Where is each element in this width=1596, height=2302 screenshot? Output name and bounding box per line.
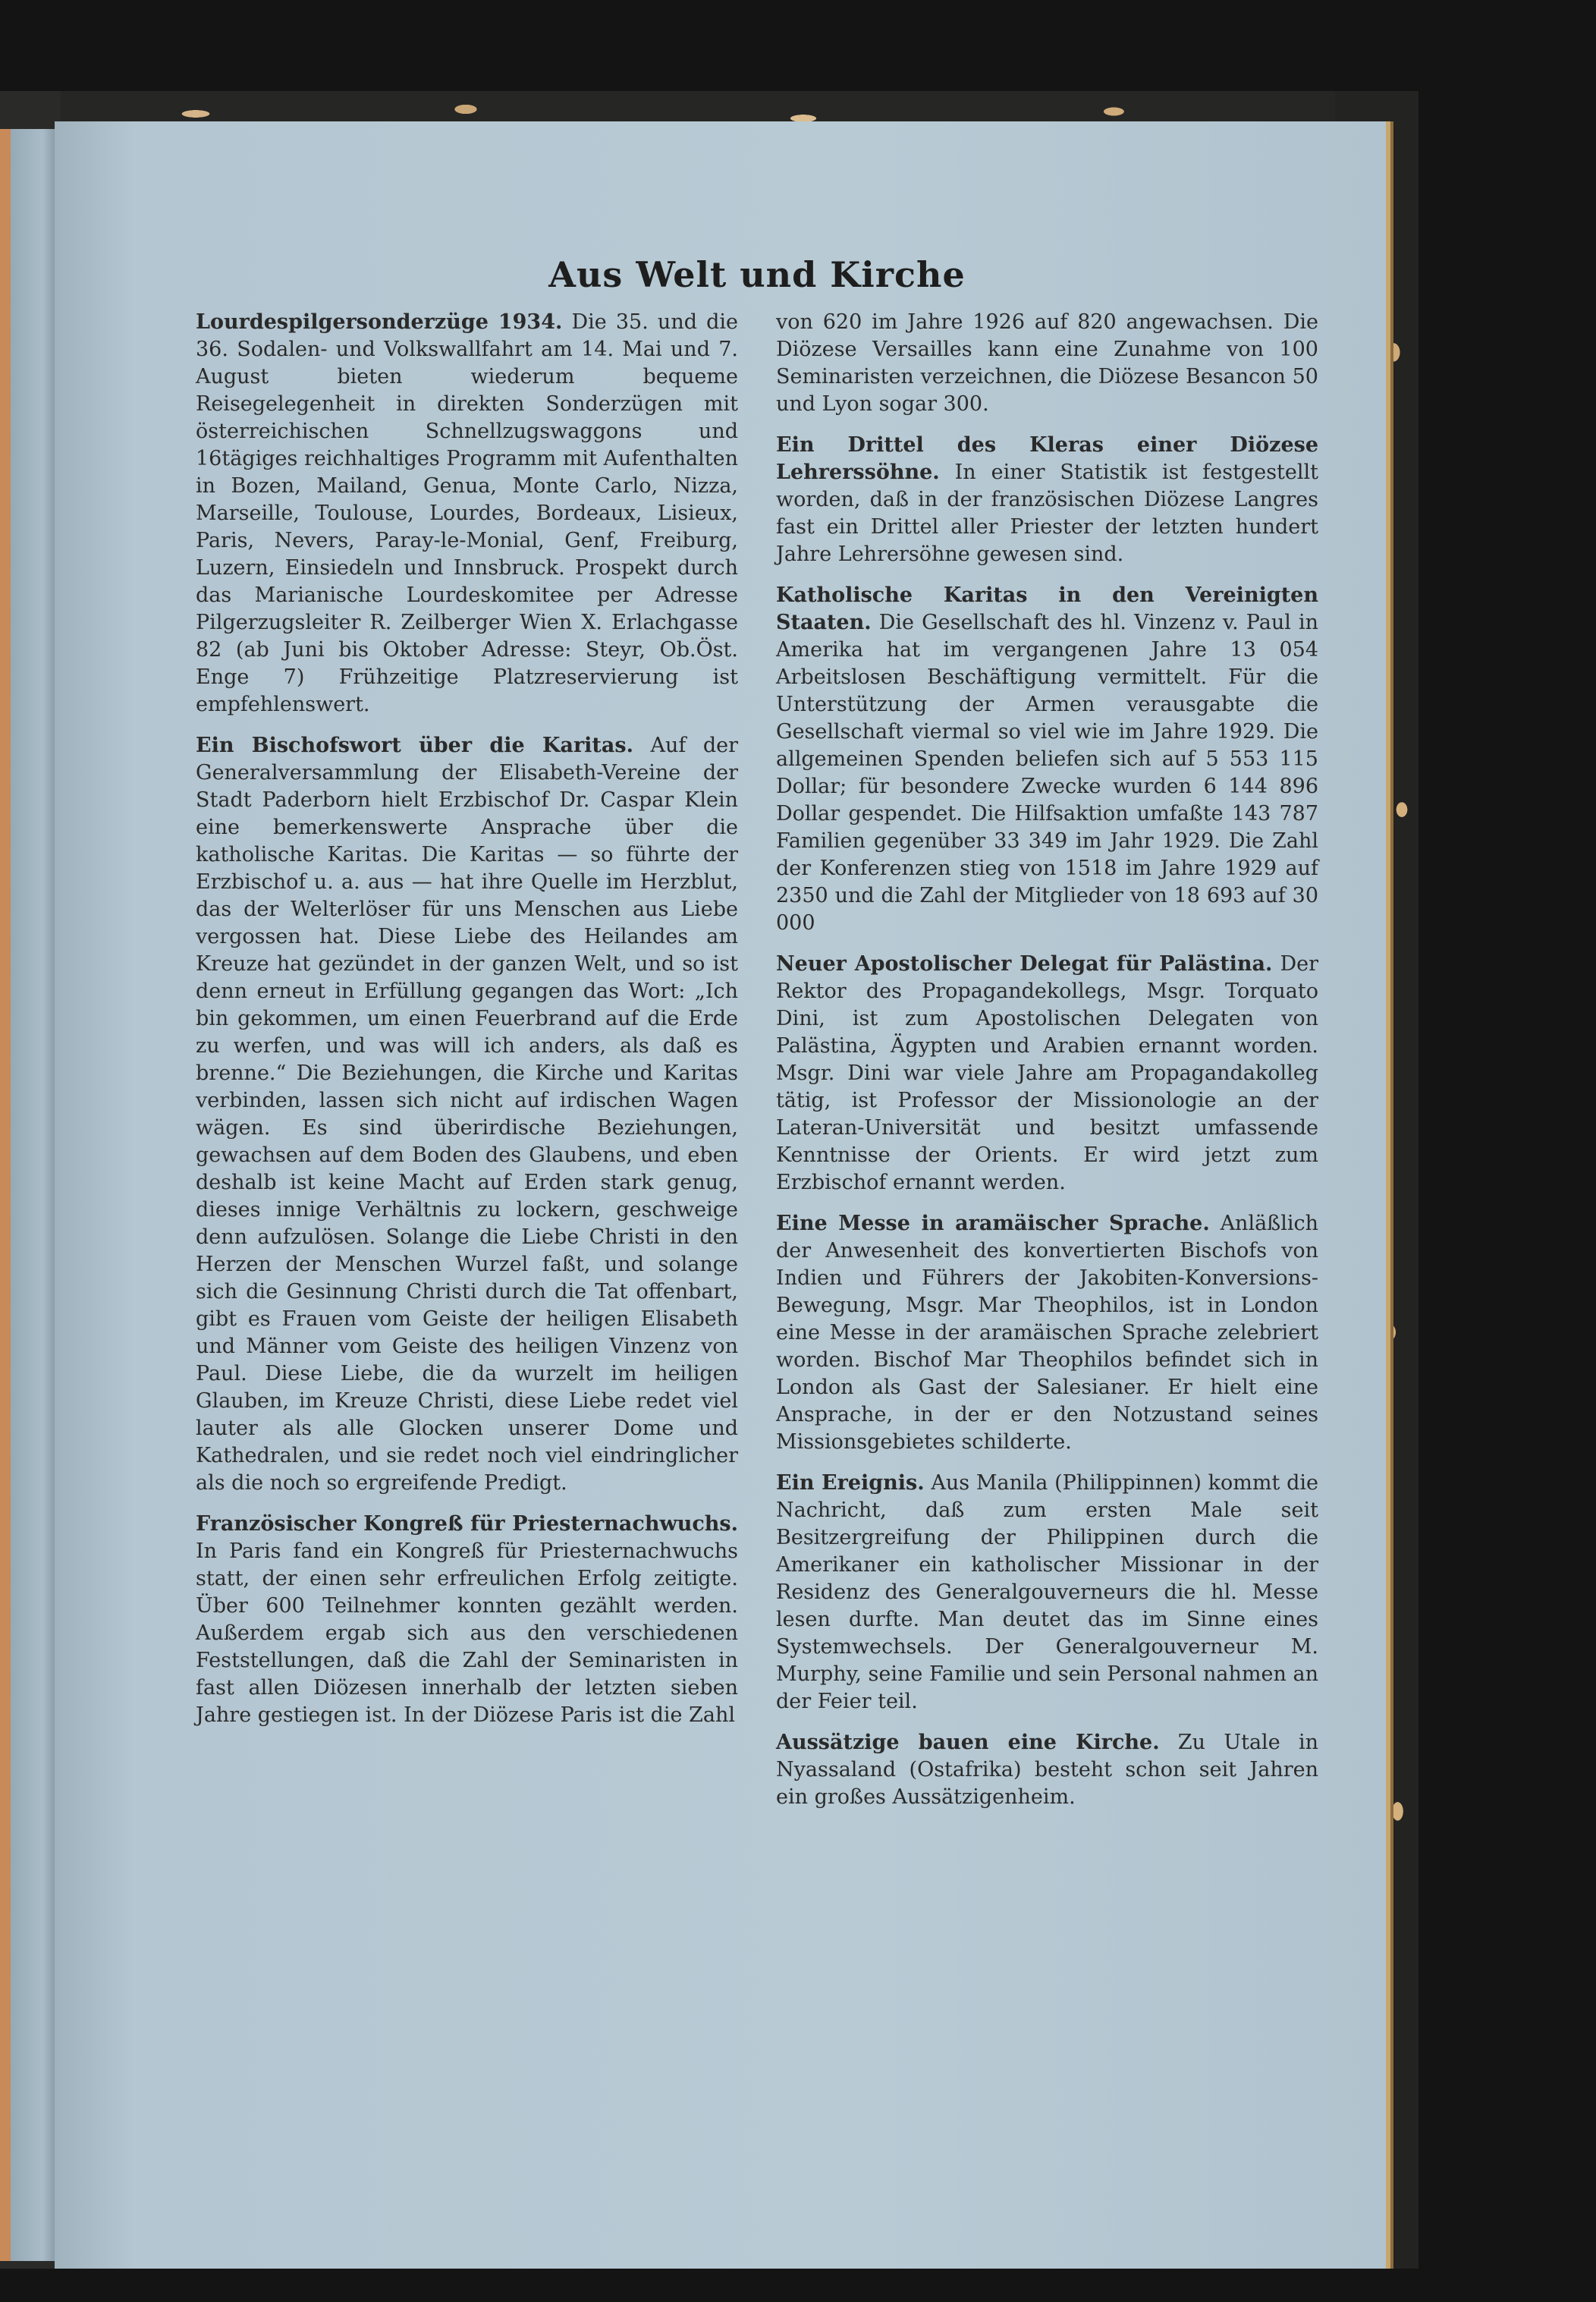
- page-content: [196, 254, 1318, 1825]
- article-paragraph: [776, 309, 1318, 418]
- article-heading: Ein Ereignis.: [776, 1471, 925, 1495]
- article-heading: Ein Drittel des Kleras einer Diözese Lehrerssöhne.: [776, 433, 1318, 484]
- article-paragraph: [196, 309, 738, 719]
- article-text: von 620 im Jahre 1926 auf 820 angewachsen. Die Diözese Versailles kann eine Zunahme von 100 Seminaristen verzeichnen, die Diözese Besancon 50 und Lyon sogar 300.: [776, 310, 1318, 416]
- article-paragraph: [776, 582, 1318, 937]
- article-paragraph: [776, 1210, 1318, 1456]
- article-text: Die 35. und die 36. Sodalen- und Volkswallfahrt am 14. Mai und 7. August bieten wiederum bequeme Reisegelegenheit in direkten Sonderzügen mit österreichischen Schnellzugswaggons und 16tägiges reichhaltiges Programm mit Aufenthalten in Bozen, Mailand, Genua, Monte Carlo, Nizza, Marseille, Toulouse, Lourdes, Bordeaux, Lisieux, Paris, Nevers, Paray-le-Monial, Genf, Freiburg, Luzern, Einsiedeln und Innsbruck. Prospekt durch das Marianische Lourdeskomitee per Adresse Pilgerzugsleiter R. Zeilberger Wien X. Erlachgasse 82 (ab Juni bis Oktober Adresse: Steyr, Ob.Öst. Enge 7) Frühzeitige Platzreservierung ist empfehlenswert.: [196, 310, 738, 716]
- article-paragraph: [776, 951, 1318, 1197]
- left-column: [196, 309, 738, 1825]
- article-text: Auf der Generalversammlung der Elisabeth-Vereine der Stadt Paderborn hielt Erzbischof Dr. Caspar Klein eine bemerkenswerte Ansprache über die katholische Karitas. Die Karitas — so führte der Erzbischof u. a. aus — hat ihre Quelle im Herzblut, das der Welterlöser für uns Menschen aus Liebe vergossen hat. Diese Liebe des Heilandes am Kreuze hat gezündet in der ganzen Welt, und so ist denn erneut in Erfüllung gegangen das Wort: „Ich bin gekommen, um einen Feuerbrand auf die Erde zu werfen, und was will ich anders, als daß es brenne.“ Die Beziehungen, die Kirche und Karitas verbinden, lassen sich nicht auf irdischen Wagen wägen. Es sind überirdische Beziehungen, gewachsen auf dem Boden des Glaubens, und eben deshalb ist keine Macht auf Erden stark genug, dieses innige Verhältnis zu lockern, geschweige denn aufzulösen. Solange die Liebe Christi in den Herzen der Menschen Wurzel faßt, und solange sich die Gesinnung Christi durch die Tat offenbart, gibt es Frauen vom Geiste der heiligen Elisabeth und Männer vom Geiste des heiligen Vinzenz von Paul. Diese Liebe, die da wurzelt im heiligen Glauben, im Kreuze Christi, diese Liebe redet viel lauter als alle Glocken unserer Dome und Kathedralen, und sie redet noch viel eindringlicher als die noch so ergreifende Predigt.: [196, 734, 738, 1495]
- article-text: Der Rektor des Propagandekollegs, Msgr. Torquato Dini, ist zum Apostolischen Delegaten von Palästina, Ägypten und Arabien ernannt worden. Msgr. Dini war viele Jahre am Propagandakolleg tätig, ist Professor der Missionologie an der Lateran-Universität und besitzt umfassende Kenntnisse der Orients. Er wird jetzt zum Erzbischof ernannt werden.: [776, 952, 1318, 1194]
- article-text: Anläßlich der Anwesenheit des konvertierten Bischofs von Indien und Führers der Jakobiten-Konversions-Bewegung, Msgr. Mar Theophilos, ist in London eine Messe in der aramäischen Sprache zelebriert worden. Bischof Mar Theophilos befindet sich in London als Gast der Salesianer. Er hielt eine Ansprache, in der er den Notzustand seines Missionsgebietes schilderte.: [776, 1212, 1319, 1454]
- article-text: Die Gesellschaft des hl. Vinzenz v. Paul in Amerika hat im vergangenen Jahre 13 054 Arbeitslosen Beschäftigung vermittelt. Für die Unterstützung der Armen verausgabte die Gesellschaft viermal so viel wie im Jahre 1929. Die allgemeinen Spenden beliefen sich auf 5 553 115 Dollar; für besondere Zwecke wurden 6 144 896 Dollar gespendet. Die Hilfsaktion umfaßte 143 787 Familien gegenüber 33 349 im Jahr 1929. Die Zahl der Konferenzen stieg von 1518 im Jahre 1929 auf 2350 und die Zahl der Mitglieder von 18 693 auf 30 000: [776, 611, 1318, 935]
- article-paragraph: [196, 732, 738, 1497]
- article-paragraph: [776, 1729, 1318, 1811]
- article-text: Zu Utale in Nyassaland (Ostafrika) besteht schon seit Jahren ein großes Aussätzigenheim.: [776, 1731, 1318, 1809]
- article-heading: Aussätzige bauen eine Kirche.: [776, 1731, 1160, 1754]
- text-columns: [196, 309, 1318, 1825]
- page-heading: Aus Welt und Kirche: [548, 254, 966, 295]
- article-heading: Ein Bischofswort über die Karitas.: [196, 734, 633, 757]
- previous-page-edge: [0, 129, 61, 2261]
- article-heading: Neuer Apostolischer Delegat für Palästina.: [776, 952, 1273, 976]
- article-heading: Französischer Kongreß für Priesternachwuchs.: [196, 1512, 738, 1536]
- article-heading: Eine Messe in aramäischer Sprache.: [776, 1212, 1210, 1235]
- article-paragraph: [776, 432, 1318, 568]
- article-paragraph: [196, 1511, 738, 1729]
- article-heading: Lourdespilgersonderzüge 1934.: [196, 310, 563, 334]
- article-text: Aus Manila (Philippinnen) kommt die Nachricht, daß zum ersten Male seit Besitzergreifung der Philippinen durch die Amerikaner ein katholischer Missionar in der Residenz des Generalgouverneurs die hl. Messe lesen durfte. Man deutet das im Sinne eines Systemwechsels. Der Generalgouverneur M. Murphy, seine Familie und sein Personal nahmen an der Feier teil.: [776, 1471, 1318, 1713]
- book-page: [55, 121, 1386, 2269]
- right-column: [776, 309, 1318, 1825]
- article-heading: Katholische Karitas in den Vereinigten Staaten.: [776, 583, 1318, 634]
- article-text: In einer Statistik ist festgestellt worden, daß in der französischen Diözese Langres fast ein Drittel aller Priester der letzten hundert Jahre Lehrersöhne gewesen sind.: [776, 461, 1318, 566]
- article-text: In Paris fand ein Kongreß für Priesternachwuchs statt, der einen sehr erfreulichen Erfolg zeitigte. Über 600 Teilnehmer konnten gezählt werden. Außerdem ergab sich aus den verschiedenen Feststellungen, daß die Zahl der Seminaristen in fast allen Diözesen innerhalb der letzten sieben Jahre gestiegen ist. In der Diözese Paris ist die Zahl: [196, 1539, 738, 1727]
- article-paragraph: [776, 1470, 1318, 1715]
